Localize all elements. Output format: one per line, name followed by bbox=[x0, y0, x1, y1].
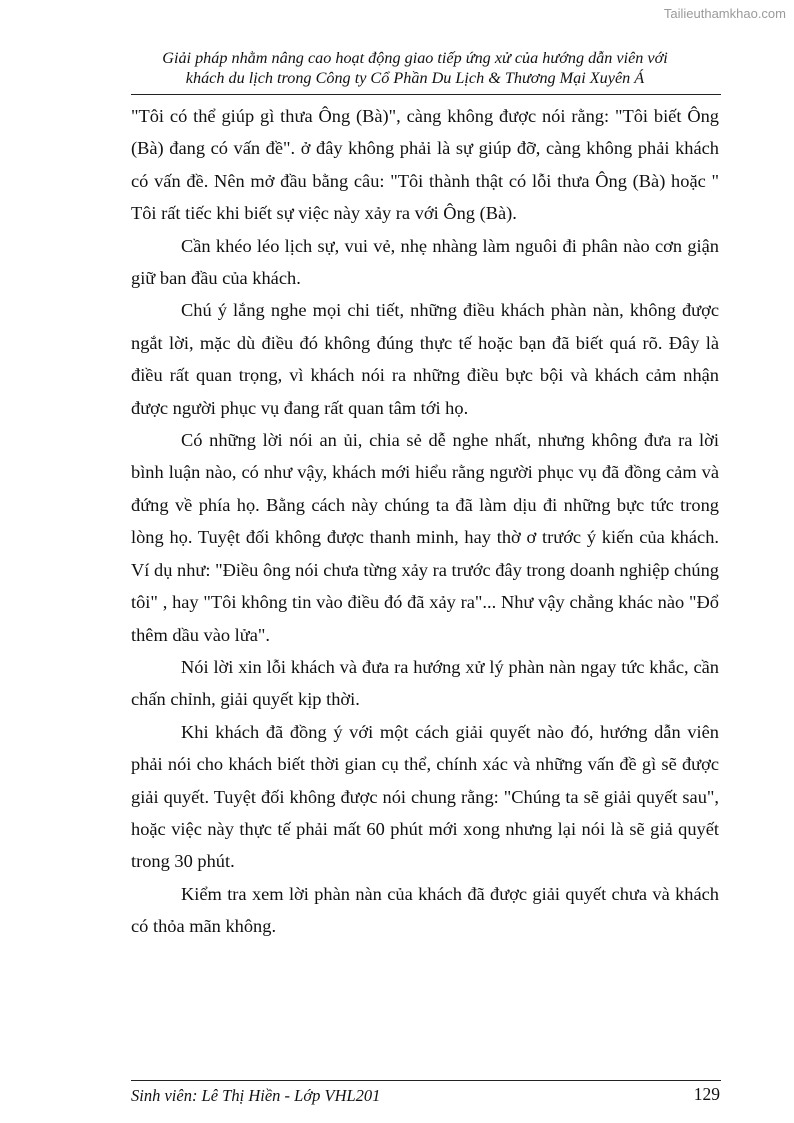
page-number: 129 bbox=[693, 1084, 720, 1104]
paragraph: Chú ý lắng nghe mọi chi tiết, những điều khách phàn nàn, không được ngắt lời, mặc dù điều đó không đúng thực tế hoặc bạn đã biết quá rõ. Đây là điều rất quan trọng, vì khách nói ra những điều bực bội và khách cảm nhận được người phục vụ đang rất quan tâm tới họ. bbox=[131, 300, 719, 418]
footer-divider bbox=[131, 1080, 721, 1081]
header-divider bbox=[131, 94, 721, 95]
header-line-2: khách du lịch trong Công ty Cổ Phần Du Lịch & Thương Mại Xuyên Á bbox=[185, 69, 645, 87]
paragraph: Kiểm tra xem lời phàn nàn của khách đã được giải quyết chưa và khách có thỏa mãn không. bbox=[131, 883, 719, 937]
page-body bbox=[131, 100, 719, 943]
paragraph: Khi khách đã đồng ý với một cách giải quyết nào đó, hướng dẫn viên phải nói cho khách biết thời gian cụ thể, chính xác và những vấn đề gì sẽ được giải quyết. Tuyệt đối không được nói chung rằng: "Chúng ta sẽ giải quyết sau", hoặc việc này thực tế phải mất 60 phút mới xong nhưng lại nói là sẽ giả quyết trong 30 phút. bbox=[131, 721, 719, 872]
running-header bbox=[110, 48, 720, 88]
paragraph: Cần khéo léo lịch sự, vui vẻ, nhẹ nhàng làm nguôi đi phân nào cơn giận giữ ban đầu của khách. bbox=[131, 235, 719, 289]
paragraph: Nói lời xin lỗi khách và đưa ra hướng xử lý phàn nàn ngay tức khắc, cần chấn chỉnh, giải quyết kịp thời. bbox=[131, 656, 719, 710]
paragraph: Có những lời nói an ủi, chia sẻ dễ nghe nhất, nhưng không đưa ra lời bình luận nào, có như vậy, khách mới hiểu rằng người phục vụ đã đồng cảm và đứng về phía họ. Bằng cách này chúng ta đã làm dịu đi những bực tức trong lòng họ. Tuyệt đối không được thanh minh, hay thờ ơ trước ý kiến của khách. Ví dụ như: "Điều ông nói chưa từng xảy ra trước đây trong doanh nghiệp chúng tôi" , hay "Tôi không tin vào điều đó đã xảy ra"... Như vậy chẳng khác nào "Đổ thêm dầu vào lửa". bbox=[131, 430, 719, 645]
watermark: Tailieuthamkhao.com bbox=[663, 6, 786, 21]
footer-student-info: Sinh viên: Lê Thị Hiền - Lớp VHL201 bbox=[131, 1086, 381, 1105]
paragraph-continuation: "Tôi có thể giúp gì thưa Ông (Bà)", càng không được nói rằng: "Tôi biết Ông (Bà) đang có vấn đề". ở đây không phải là sự giúp đỡ, càng không phải khách có vấn đề. Nên mở đầu bằng câu: "Tôi thành thật có lỗi thưa Ông (Bà) hoặc " Tôi rất tiếc khi biết sự việc này xảy ra với Ông (Bà). bbox=[131, 106, 719, 224]
header-line-1: Giải pháp nhằm nâng cao hoạt động giao tiếp ứng xử của hướng dẫn viên với bbox=[162, 49, 668, 67]
